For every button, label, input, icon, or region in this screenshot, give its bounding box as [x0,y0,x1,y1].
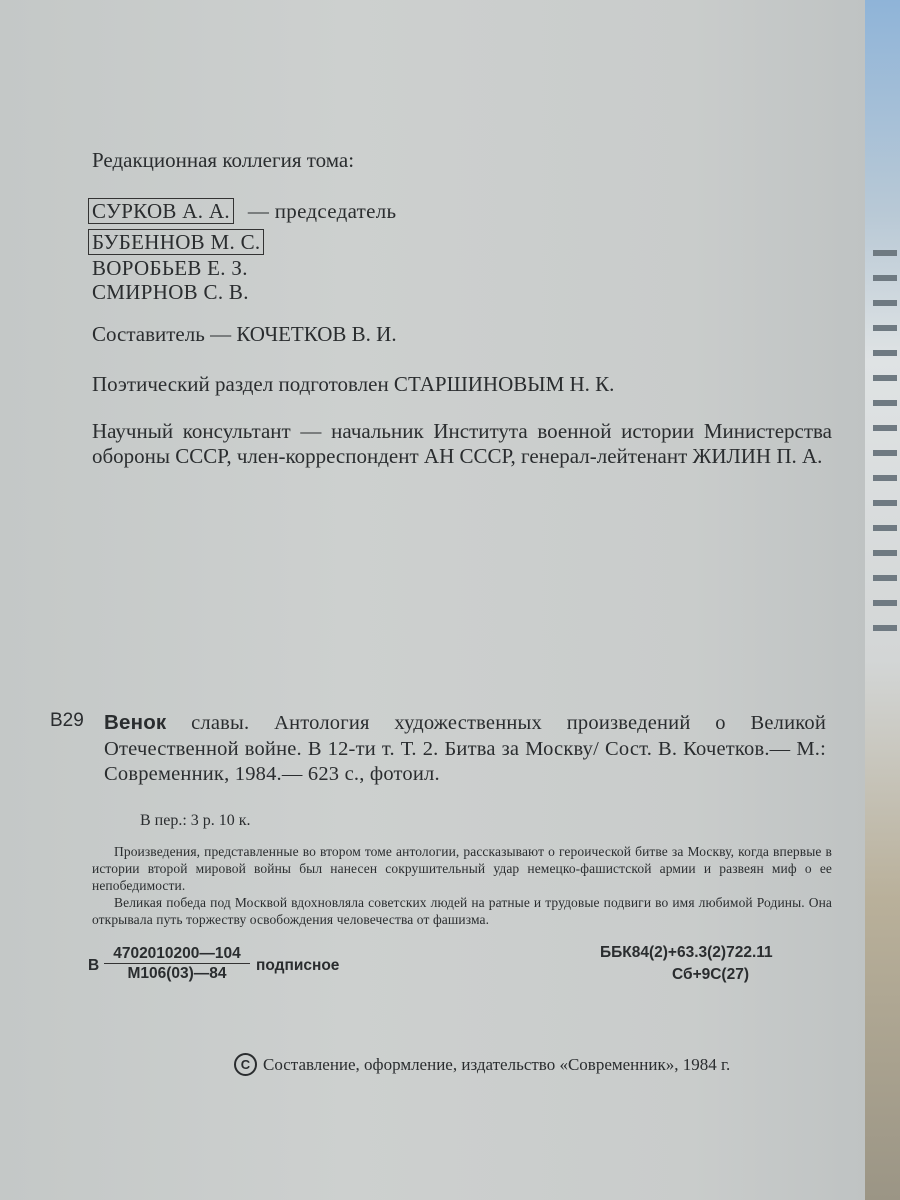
catalog-text: славы. Антология художественных произведений о Великой Отечественной войне. В 12-ти т. Т. 2. Битва за Москву/ Сост. В. Кочетков.— М.: Современник, 1984.— 623 с., фотоил. [104,712,826,785]
bbk-line: ББК84(2)+63.3(2)722.11 [600,944,773,961]
annotation [92,843,832,928]
publication-code-numerator: 4702010200—104 [104,945,250,964]
board-member-name: СУРКОВ А. А. [88,198,234,224]
board-member [92,230,264,255]
board-member-name: ВОРОБЬЕВ Е. З. [92,256,248,280]
copyright-text: Составление, оформление, издательство «Современник», 1984 г. [263,1055,731,1074]
bbk-classification [600,942,773,986]
editorial-board-title: Редакционная коллегия тома: [92,148,355,172]
publication-code-denominator: М106(03)—84 [127,965,227,982]
annotation-paragraph: Произведения, представленные во втором томе антологии, рассказывают о героической битве за Москву, когда впервые в истории второй мировой войны был нанесен сокрушительный удар немецко-фашистской армии и развеян миф о ее непобедимости. [92,844,832,893]
board-member [92,280,249,305]
background-building-photo [865,0,900,1200]
subscription-note: подписное [256,957,340,974]
copyright-line [234,1053,730,1076]
catalog-code: В29 [50,710,84,731]
board-member [92,256,248,281]
bbk-line: Сб+9С(27) [672,966,749,983]
copyright-icon: C [234,1053,257,1076]
board-member-role: — председатель [247,199,397,223]
annotation-paragraph: Великая победа под Москвой вдохновляла советских людей на ратные и трудовые подвиги во имя любимой Родины. Она открывала путь торжеству освобождения человечества от фашизма. [92,895,832,927]
board-member-name: БУБЕННОВ М. С. [88,229,264,255]
scientific-consultant: Научный консультант — начальник Института военной истории Министерства обороны СССР, член-корреспондент АН СССР, генерал-лейтенант ЖИЛИН П. А. [92,419,832,468]
board-member-chair [92,199,396,224]
catalog-title: Венок [104,711,167,734]
compiler-line: Составитель — КОЧЕТКОВ В. И. [92,322,397,346]
price-line: В пер.: 3 р. 10 к. [140,812,251,829]
poetic-section-line: Поэтический раздел подготовлен СТАРШИНОВЫМ Н. К. [92,372,615,396]
publication-code-prefix: В [88,957,100,974]
board-member-name: СМИРНОВ С. В. [92,280,249,304]
catalog-description [104,710,826,788]
